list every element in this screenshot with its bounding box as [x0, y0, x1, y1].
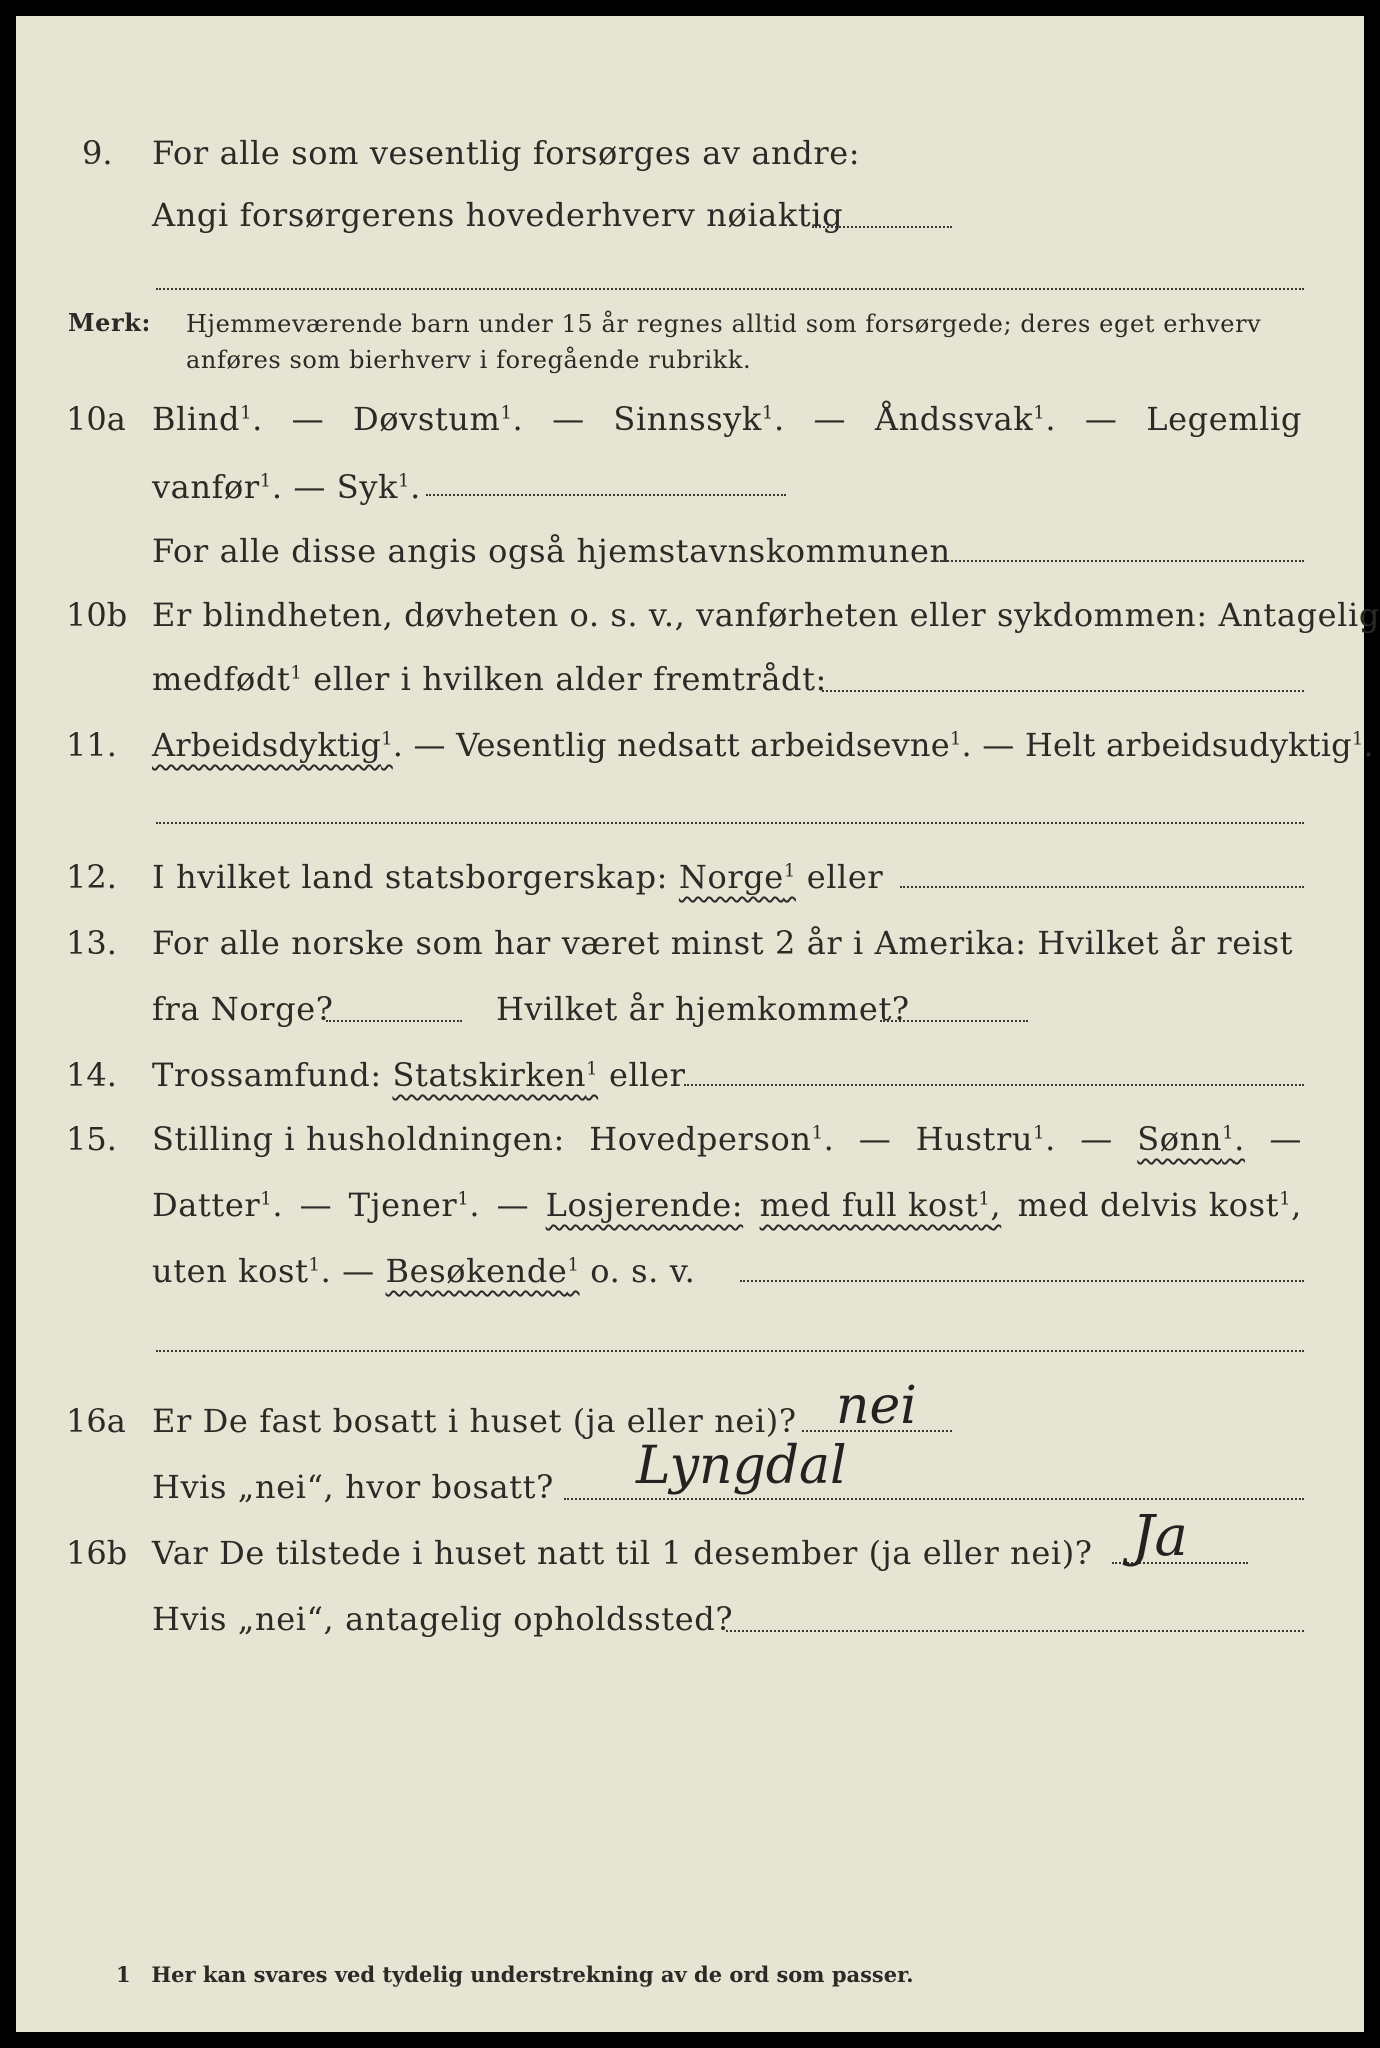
opt-vesentlig-nedsatt[interactable]: Vesentlig nedsatt arbeidsevne$^1$ — [456, 726, 962, 764]
q10b-line1: Er blindheten, døvheten o. s. v., vanførheten eller sykdommen: Antagelig — [152, 596, 1380, 634]
dash: — — [858, 1120, 892, 1158]
dash: — — [496, 1186, 530, 1224]
footnote-mark: 1 — [116, 1962, 131, 1987]
q14-number: 14. — [66, 1056, 117, 1094]
q12-number: 12. — [66, 858, 117, 896]
opt-med-full-kost[interactable]: med full kost$^1$, — [759, 1186, 1002, 1224]
q15-answer-line[interactable] — [740, 1280, 1304, 1282]
q13-line1: For alle norske som har været minst 2 år i Amerika: Hvilket år reist — [152, 924, 1294, 962]
opt-tjener[interactable]: Tjener$^1$. — [348, 1186, 481, 1224]
dash: — — [291, 400, 325, 438]
q10b-number: 10b — [66, 596, 128, 634]
opt-vanfor[interactable]: vanfør$^1$. — [152, 468, 283, 506]
q14-eller: eller — [608, 1056, 686, 1094]
opt-sinnssyk[interactable]: Sinnssyk$^1$. — [613, 400, 785, 438]
q10a-line2 — [152, 468, 421, 506]
dash: — — [982, 726, 1015, 764]
q12-eller: eller — [806, 858, 884, 896]
opt-legemlig[interactable]: Legemlig — [1146, 400, 1302, 438]
q16a-answer1-handwriting: nei — [836, 1376, 917, 1436]
q14-text: Trossamfund: — [152, 1056, 382, 1094]
opt-losjerende[interactable]: Losjerende: — [545, 1186, 744, 1224]
q9-number: 9. — [82, 134, 113, 172]
q13-line2b: Hvilket år hjemkommet? — [496, 990, 910, 1028]
q10b-alder-label: eller i hvilken alder fremtrådt: — [313, 660, 827, 698]
dash: — — [413, 726, 446, 764]
q11-answer-line[interactable] — [156, 822, 1304, 824]
q16b-number: 16b — [66, 1534, 128, 1572]
q16a-line1: Er De fast bosatt i huset (ja eller nei)? — [152, 1402, 797, 1440]
q12-line — [152, 858, 883, 896]
q13-hjemkommet-line[interactable] — [880, 1020, 1028, 1022]
q10a-line3: For alle disse angis også hjemstavnskommunen — [152, 532, 951, 570]
q16a-line2: Hvis „nei“, hvor bosatt? — [152, 1468, 554, 1506]
q14-line — [152, 1056, 686, 1094]
opt-helt-udyktig[interactable]: Helt arbeidsudyktig$^1$. — [1024, 726, 1374, 764]
opt-med-delvis-kost[interactable]: med delvis kost$^1$, — [1017, 1186, 1302, 1224]
dash: — — [813, 400, 847, 438]
q9-answer-line-2[interactable] — [156, 288, 1304, 290]
q16b-answer1-handwriting: Ja — [1132, 1504, 1188, 1569]
merk-label: Merk: — [68, 308, 151, 337]
opt-norge[interactable]: Norge$^1$ — [678, 858, 796, 896]
opt-sonn[interactable]: Sønn$^1$. — [1137, 1120, 1245, 1158]
opt-arbeidsdyktig[interactable]: Arbeidsdyktig$^1$ — [152, 726, 393, 764]
q9-answer-line[interactable] — [812, 226, 952, 228]
q16b-line1: Var De tilstede i huset natt til 1 desember (ja eller nei)? — [152, 1534, 1093, 1572]
opt-hovedperson[interactable]: Hovedperson$^1$. — [589, 1120, 835, 1158]
q10a-line1 — [152, 400, 1302, 438]
q12-text: I hvilket land statsborgerskap: — [152, 858, 669, 896]
dash: — — [1080, 1120, 1113, 1158]
q12-answer-line[interactable] — [900, 886, 1304, 888]
dash: — — [342, 1252, 375, 1290]
dash: — — [1269, 1120, 1302, 1158]
q16a-answer2-handwriting: Lyngdal — [636, 1436, 847, 1496]
q10a-number: 10a — [66, 400, 126, 438]
q13-number: 13. — [66, 924, 117, 962]
q11-number: 11. — [66, 726, 117, 764]
merk-line1: Hjemmeværende barn under 15 år regnes alltid som forsørgede; deres eget erhverv — [186, 310, 1262, 338]
dash: — — [1084, 400, 1118, 438]
opt-uten-kost[interactable]: uten kost$^1$. — [152, 1252, 332, 1290]
opt-besokende[interactable]: Besøkende$^1$ — [385, 1252, 580, 1290]
q10b-line2 — [152, 660, 827, 698]
q15-intro: Stilling i husholdningen: — [152, 1120, 565, 1158]
q15-line1 — [152, 1120, 1302, 1158]
q15-line3 — [152, 1252, 695, 1290]
q11-line: Arbeidsdyktig$^1$. — Vesentlig nedsatt arbeidsevne$^1$. — Helt arbeidsudyktig$^1$. — [152, 726, 1374, 764]
opt-dovstum[interactable]: Døvstum$^1$. — [353, 400, 524, 438]
q13-line2a: fra Norge? — [152, 990, 334, 1028]
q15-answer-line-2[interactable] — [156, 1350, 1304, 1352]
merk-line2: anføres som bierhverv i foregående rubrikk. — [186, 346, 752, 374]
dash: — — [299, 1186, 333, 1224]
opt-blind[interactable]: Blind$^1$. — [152, 400, 263, 438]
q10b-answer-line[interactable] — [822, 690, 1304, 692]
footnote — [116, 1962, 914, 1987]
q15-line2 — [152, 1186, 1302, 1224]
opt-andssvak[interactable]: Åndssvak$^1$. — [874, 400, 1057, 438]
opt-statskirken[interactable]: Statskirken$^1$ — [392, 1056, 599, 1094]
dash: — — [293, 468, 327, 506]
q15-number: 15. — [66, 1120, 117, 1158]
q16b-line2: Hvis „nei“, antagelig opholdssted? — [152, 1600, 734, 1638]
q9-line2: Angi forsørgerens hovederhverv nøiaktig — [152, 196, 844, 234]
opt-medfodt[interactable]: medfødt$^1$ — [152, 660, 303, 698]
footnote-text: Her kan svares ved tydelig understrekning av de ord som passer. — [151, 1962, 914, 1987]
q10a-syk-line[interactable] — [426, 494, 786, 496]
q16a-number: 16a — [66, 1402, 126, 1440]
q16b-answer2-line[interactable] — [726, 1630, 1304, 1632]
opt-hustru[interactable]: Hustru$^1$. — [915, 1120, 1056, 1158]
q16a-answer2-line[interactable] — [564, 1498, 1304, 1500]
q15-osv: o. s. v. — [590, 1252, 696, 1290]
q10a-hjemstavn-line[interactable] — [940, 560, 1304, 562]
census-form-page — [16, 16, 1380, 2032]
q13-reist-line[interactable] — [326, 1020, 462, 1022]
q9-line1: For alle som vesentlig forsørges av andre: — [152, 134, 861, 172]
q14-answer-line[interactable] — [684, 1084, 1304, 1086]
opt-datter[interactable]: Datter$^1$. — [152, 1186, 284, 1224]
opt-syk[interactable]: Syk$^1$. — [336, 468, 421, 506]
dash: — — [552, 400, 585, 438]
